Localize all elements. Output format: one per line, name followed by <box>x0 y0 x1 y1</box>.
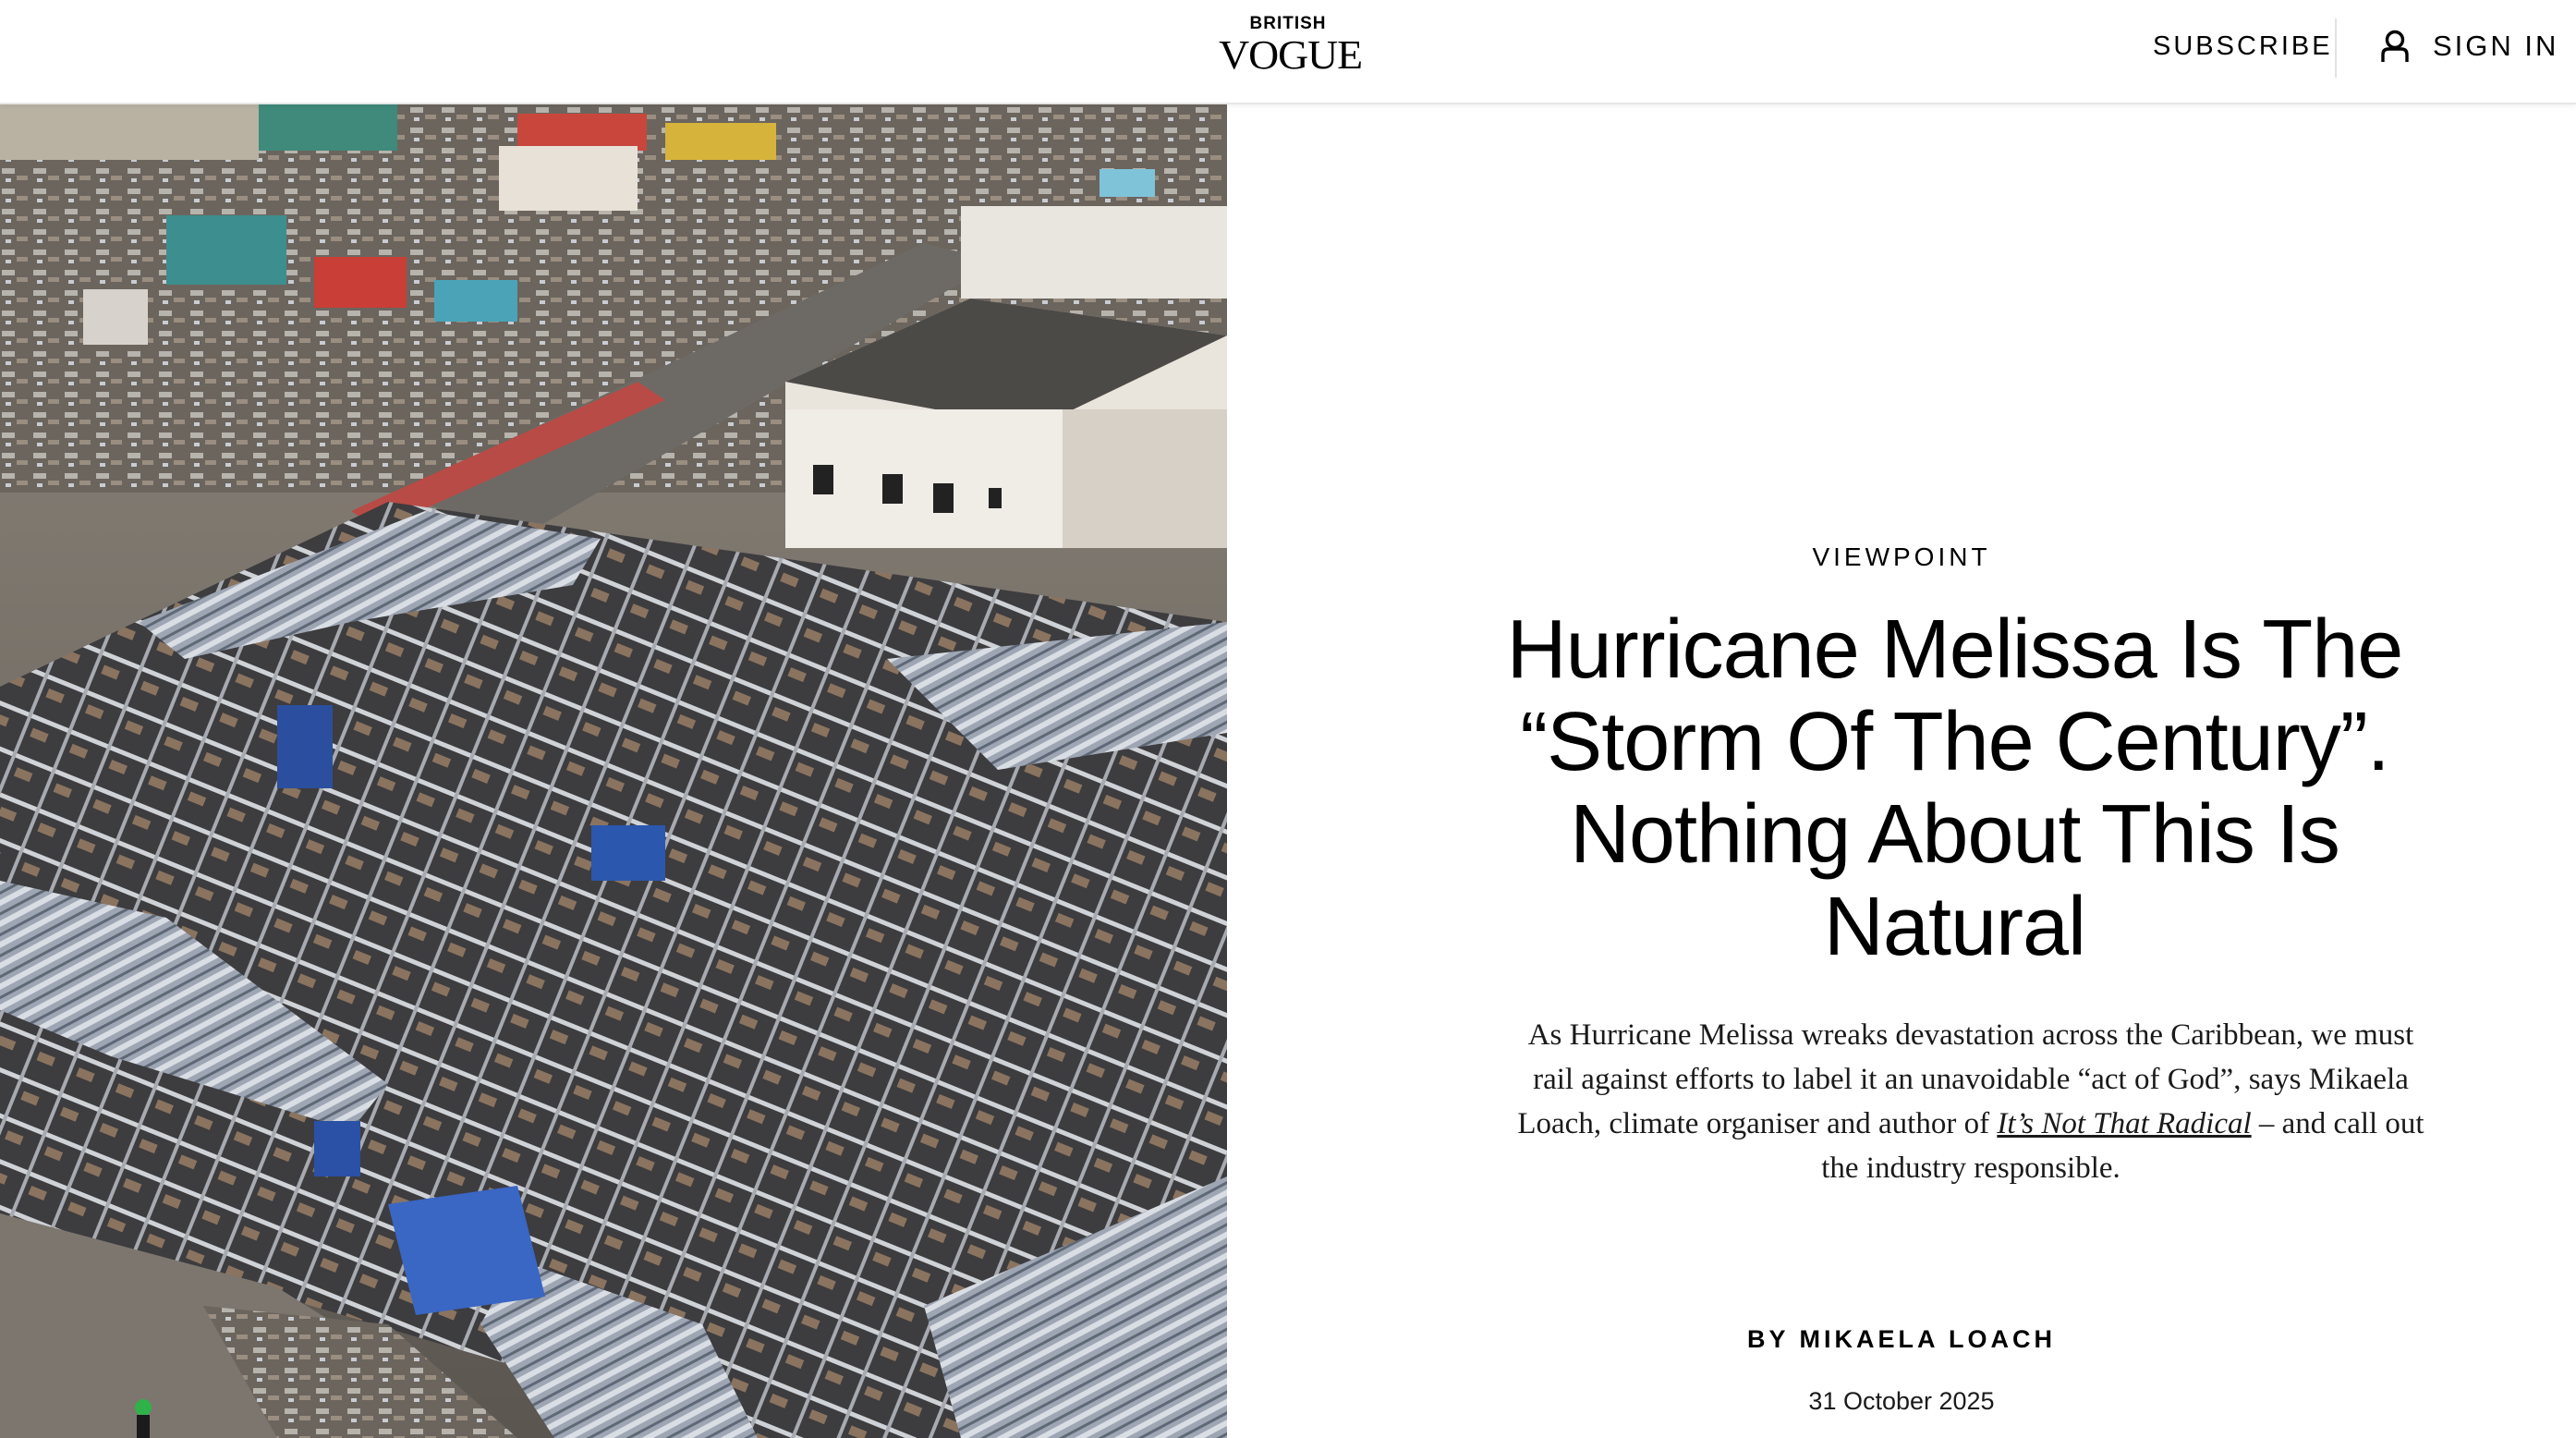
article-dek <box>1509 1013 2433 1190</box>
dek-text-start: As Hurricane Melissa wreaks devastation across the Caribbean, we must rail against efforts to label it an unavoidable “act of God”, says Mikaela Loach, climate organiser and author of <box>1517 1018 2414 1140</box>
hero-image <box>0 104 1227 1438</box>
user-icon <box>2379 29 2411 64</box>
header-divider <box>2335 18 2337 78</box>
article-headline: Hurricane Melissa Is The “Storm Of The Century”. Nothing About This Is Natural <box>1506 603 2403 973</box>
byline <box>1306 1322 2497 1356</box>
byline-prefix: BY <box>1746 1325 1800 1353</box>
sign-in-link[interactable] <box>2379 26 2558 67</box>
logo-top-text: BRITISH <box>1249 14 1327 33</box>
sign-in-label: SIGN IN <box>2433 30 2559 62</box>
logo-main-text: VOGUE <box>1219 32 1363 78</box>
site-header <box>0 0 2576 104</box>
dek-text-end: – and call out the industry responsible. <box>1821 1107 2424 1185</box>
subscribe-link[interactable]: SUBSCRIBE <box>2153 31 2333 61</box>
publish-date: 31 October 2025 <box>1808 1387 1995 1415</box>
rubric-link[interactable]: VIEWPOINT <box>1812 542 1991 571</box>
book-title-link[interactable]: It’s Not That Radical <box>1997 1107 2252 1140</box>
british-vogue-logo[interactable] <box>1219 13 1363 78</box>
author-link[interactable]: MIKAELA LOACH <box>1799 1325 2056 1353</box>
article-header <box>1227 104 2576 1438</box>
